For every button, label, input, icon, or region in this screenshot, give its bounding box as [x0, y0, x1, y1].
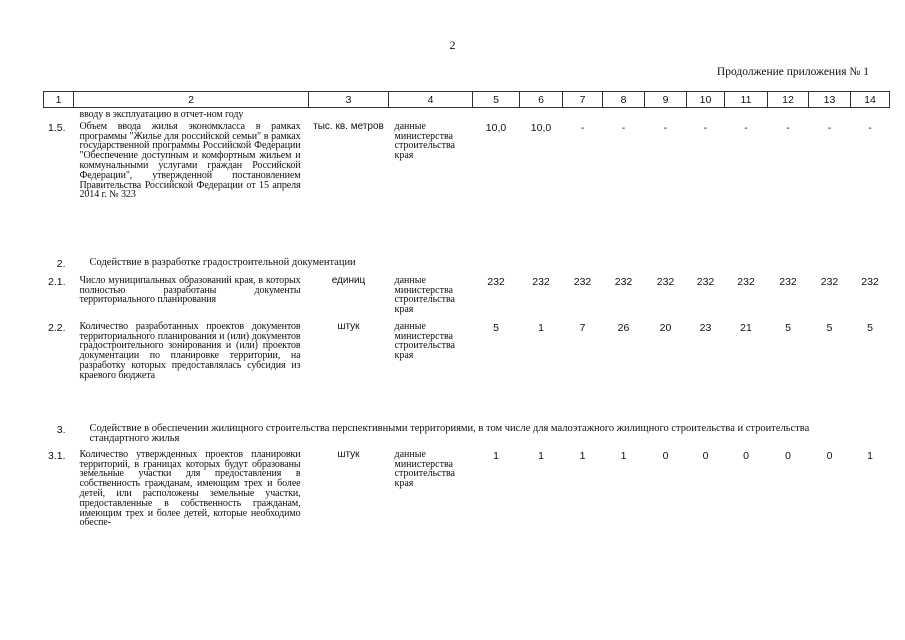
- indicator-value: -: [703, 121, 708, 134]
- indicator-row: [44, 320, 890, 420]
- indicator-value: 232: [656, 275, 675, 288]
- indicator-value: 26: [617, 321, 630, 334]
- section-row: [44, 254, 890, 274]
- indicator-value: [809, 108, 851, 120]
- indicator-value: -: [744, 121, 748, 134]
- unit-of-measure: единиц: [331, 274, 366, 286]
- section-row: [44, 420, 890, 448]
- indicator-value: 7: [579, 321, 586, 334]
- column-number-row: [44, 92, 890, 108]
- row-number: 2.1.: [47, 275, 66, 288]
- indicator-value: 232: [861, 275, 879, 288]
- data-source: данные министерства строительства края: [394, 320, 455, 362]
- indicator-value: -: [827, 121, 832, 134]
- indicator-value: 1: [538, 449, 544, 462]
- indicator-value: 10,0: [485, 121, 507, 134]
- indicator-value: 232: [614, 275, 633, 288]
- indicator-value: 1: [493, 449, 499, 462]
- column-number-header: 12: [768, 92, 809, 108]
- indicator-value: 232: [532, 275, 550, 288]
- indicator-value: 0: [826, 449, 833, 462]
- indicator-value: 5: [867, 321, 873, 334]
- indicator-name: Количество разработанных проектов документов территориального планирования и (или) документов градостроительного зонирования и (или) проектов документации по планировке территории, на разработку которых предоставлялась субсидия из краевого бюджета: [79, 320, 301, 381]
- indicator-value: 5: [826, 321, 833, 334]
- row-number: 3.1.: [47, 449, 66, 462]
- indicator-value: [603, 108, 645, 120]
- indicator-value: 1: [867, 449, 873, 462]
- indicator-value: -: [580, 121, 585, 134]
- indicator-value: 232: [696, 275, 715, 288]
- column-number-header: 13: [809, 92, 851, 108]
- continuation-caption: Продолжение приложения № 1: [716, 66, 869, 78]
- indicator-value: -: [621, 121, 626, 134]
- indicator-value: [687, 108, 725, 120]
- column-number-header: 10: [687, 92, 725, 108]
- indicator-value: [725, 108, 768, 120]
- indicator-value: [520, 108, 563, 120]
- row-number: [44, 108, 74, 120]
- section-title: Содействие в обеспечении жилищного строительства перспективными территориями, в том числе для малоэтажного жилищного строительства и строительства стандартного жилья: [89, 422, 810, 444]
- data-source: данные министерства строительства края: [394, 448, 455, 490]
- indicator-value: 23: [699, 321, 712, 334]
- indicator-value: 21: [740, 321, 752, 334]
- column-number-header: 1: [44, 92, 74, 108]
- section-title: Содействие в разработке градостроительной документации: [89, 256, 356, 268]
- column-number-header: 2: [74, 92, 309, 108]
- column-number-header: 6: [520, 92, 563, 108]
- data-source: данные министерства строительства края: [394, 274, 455, 316]
- indicator-value: 0: [702, 449, 709, 462]
- data-source: [389, 108, 473, 120]
- unit-of-measure: штук: [337, 320, 360, 332]
- unit-of-measure: штук: [337, 448, 360, 460]
- indicator-value: 0: [785, 449, 791, 462]
- indicator-value: 10,0: [530, 121, 552, 134]
- indicator-value: [473, 108, 520, 120]
- indicator-value: 0: [662, 449, 669, 462]
- indicator-value: 232: [779, 275, 797, 288]
- row-number: 2.2.: [47, 321, 66, 334]
- indicator-name: Объем ввода жилья экономкласса в рамках программы "Жилье для российской семьи" в рамках государственной программы Российской Федерации "Обеспечение доступным и комфортным жильем и коммунальными услугами граждан Российской Федерации", утвержденной постановлением Правительства Российской Федерации от 15 апреля 2014 г. № 323: [79, 120, 301, 201]
- indicator-value: 1: [579, 449, 586, 462]
- indicator-value: -: [868, 121, 872, 134]
- column-number-header: 9: [645, 92, 687, 108]
- row-number: 1.5.: [47, 121, 66, 134]
- indicator-value: -: [786, 121, 790, 134]
- section-number: 3.: [56, 423, 66, 436]
- indicator-name: Количество утвержденных проектов планировки территорий, в границах которых будут образованы земельные участки для предоставления в собственность гражданам, имеющим трех и более детей, или расположены земельные участки, предоставленные в собственность гражданам, имеющим трех и более детей, которые необходимо обеспе-: [79, 448, 301, 529]
- section-number: 2.: [56, 257, 66, 270]
- indicators-table: [43, 91, 890, 588]
- column-number-header: 4: [389, 92, 473, 108]
- indicator-value: 1: [538, 321, 544, 334]
- indicator-value: 20: [659, 321, 672, 334]
- indicator-row: [44, 448, 890, 588]
- indicator-value: 232: [737, 275, 755, 288]
- column-number-header: 14: [851, 92, 890, 108]
- indicator-value: 0: [743, 449, 749, 462]
- indicator-value: [851, 108, 890, 120]
- indicator-row: [44, 274, 890, 320]
- indicator-value: [645, 108, 687, 120]
- column-number-header: 5: [473, 92, 520, 108]
- indicator-value: 232: [820, 275, 839, 288]
- indicator-value: 1: [620, 449, 627, 462]
- indicator-name: Число муниципальных образований края, в которых полностью разработаны документы территориального планирования: [79, 274, 301, 306]
- indicator-value: 232: [487, 275, 505, 288]
- indicator-value: -: [663, 121, 668, 134]
- unit-of-measure: тыс. кв. метров: [313, 120, 384, 132]
- indicator-value: [768, 108, 809, 120]
- column-number-header: 11: [725, 92, 768, 108]
- indicator-value: [563, 108, 603, 120]
- column-number-header: 3: [309, 92, 389, 108]
- unit-of-measure: [309, 108, 389, 120]
- indicator-row: [44, 120, 890, 254]
- column-number-header: 8: [603, 92, 645, 108]
- page-number: 2: [449, 38, 456, 52]
- column-number-header: 7: [563, 92, 603, 108]
- data-source: данные министерства строительства края: [394, 120, 455, 162]
- indicator-value: 232: [573, 275, 592, 288]
- indicator-row: [44, 108, 890, 120]
- indicator-name: вводу в эксплуатацию в отчет-ном году: [79, 109, 244, 120]
- indicator-value: 5: [493, 321, 499, 334]
- indicator-value: 5: [785, 321, 791, 334]
